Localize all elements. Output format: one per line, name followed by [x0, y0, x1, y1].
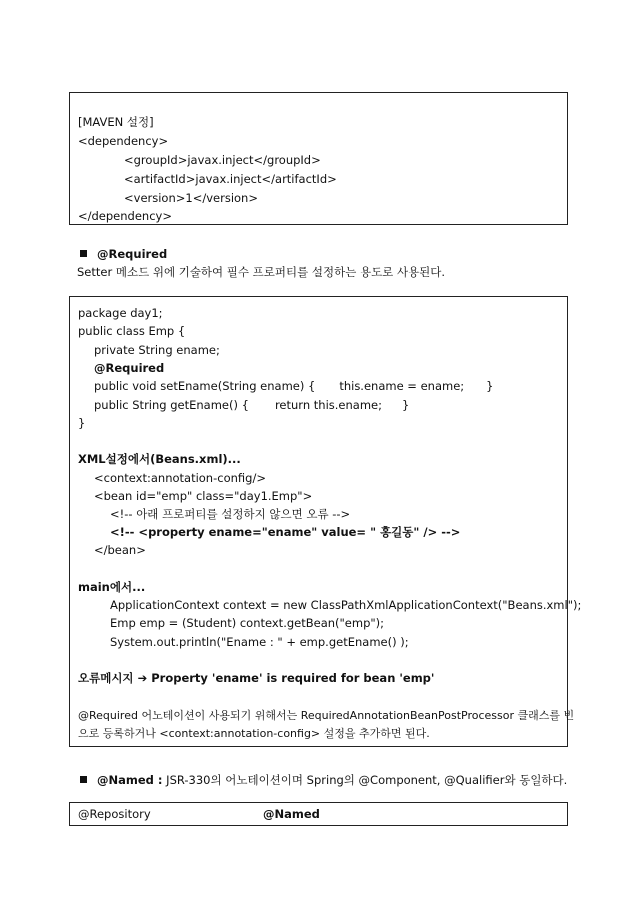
bullet-icon: [80, 250, 87, 257]
annotation-table: [69, 802, 568, 826]
maven-line: <version>1</version>: [124, 191, 258, 205]
code-text: public void setEname(String ename) {: [94, 379, 316, 393]
maven-line: <artifactId>javax.inject</artifactId>: [124, 172, 337, 186]
maven-line: <groupId>javax.inject</groupId>: [124, 153, 321, 167]
error-label: 오류메시지: [78, 671, 134, 685]
code-text: public String getEname() {: [94, 398, 249, 412]
code-text: }: [401, 398, 410, 412]
error-message: Property 'ename' is required for bean 'emp': [151, 671, 435, 685]
main-heading: main에서...: [78, 580, 146, 594]
code-text: return this.ename;: [274, 398, 382, 412]
maven-line: </dependency>: [78, 209, 172, 223]
code-line: package day1;: [78, 306, 163, 320]
xml-line: <context:annotation-config/>: [94, 471, 266, 485]
xml-comment: <!-- 아래 프로퍼티를 설정하지 않으면 오류 -->: [110, 507, 351, 521]
named-heading: @Named :: [97, 773, 163, 787]
required-heading: @Required: [97, 247, 168, 261]
maven-line: <dependency>: [78, 134, 169, 148]
note-line: 으로 등록하거나 <context:annotation-config> 설정을 추가하면 된다.: [78, 727, 430, 740]
main-line: System.out.println("Ename : " + emp.getEname() );: [110, 635, 409, 649]
code-line: [94, 379, 494, 393]
code-line: public class Emp {: [78, 324, 186, 338]
xml-heading: XML설정에서(Beans.xml)...: [78, 452, 241, 466]
code-line: [94, 398, 409, 412]
table-cell-named: @Named: [263, 807, 320, 821]
named-description: JSR-330의 어노테이션이며 Spring의 @Component, @Qualifier와 동일하다.: [166, 773, 568, 787]
code-annotation: @Required: [94, 361, 165, 375]
bullet-icon: [80, 776, 87, 783]
code-box: [69, 296, 582, 747]
error-line: [78, 671, 434, 685]
main-line: Emp emp = (Student) context.getBean("emp");: [110, 616, 385, 630]
required-description: Setter 메소드 위에 기술하여 필수 프로퍼티를 설정하는 용도로 사용된다.: [77, 265, 446, 279]
maven-box: [69, 92, 568, 225]
xml-comment-bold: <!-- <property ename="ename" value= " 홍길동" /> -->: [110, 525, 461, 539]
note-line: @Required 어노테이션이 사용되기 위해서는 RequiredAnnotationBeanPostProcessor 클래스를 빈: [78, 709, 575, 722]
main-line: ApplicationContext context = new ClassPathXmlApplicationContext("Beans.xml");: [110, 598, 582, 612]
table-cell-repository: @Repository: [78, 807, 151, 821]
arrow-icon: ➔: [137, 671, 148, 685]
xml-line: </bean>: [94, 543, 146, 557]
code-line: }: [78, 416, 86, 430]
code-text: }: [486, 379, 494, 393]
code-line: private String ename;: [94, 343, 220, 357]
code-text: this.ename = ename;: [339, 379, 465, 393]
named-line: [97, 773, 567, 787]
maven-title: [MAVEN 설정]: [78, 115, 154, 129]
xml-line: <bean id="emp" class="day1.Emp">: [94, 489, 313, 503]
